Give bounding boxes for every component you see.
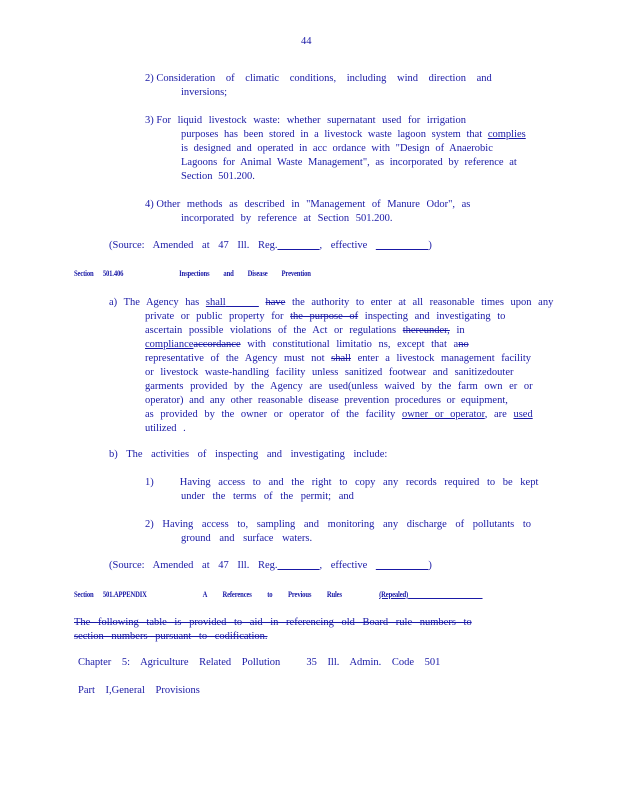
paragraph-b: [109, 448, 387, 462]
item-text: in a livestock waste lagoon system that: [300, 129, 483, 140]
inserted-text: used: [513, 409, 533, 420]
inserted-text: complies: [487, 129, 526, 140]
item-text: inversions;: [181, 87, 228, 98]
deleted-text: section numbers pursuant to codification.: [74, 631, 268, 642]
item-text: purposes has been stored: [181, 129, 295, 140]
item-text: Section 501.200.: [181, 171, 255, 182]
paragraph-text: outer: [491, 367, 514, 378]
item-text: under the terms of the permit; and: [181, 491, 354, 502]
sub-item-2: [145, 518, 531, 546]
item-label: 3): [145, 115, 154, 126]
paragraph-text: The activities of inspecting and investigating include:: [126, 449, 388, 460]
list-item-3: [145, 114, 526, 184]
section-number: Section 501.406: [74, 268, 124, 278]
blank-field: __________: [375, 240, 429, 251]
item-text: For liquid livestock waste: whether supernatant used for irrigation: [156, 115, 466, 126]
part-line: Part I,General Provisions: [78, 685, 200, 696]
paragraph-text: the authority to enter at all reasonable times upon any: [291, 297, 554, 308]
chapter-line: [78, 657, 440, 668]
blank-field: __________: [375, 560, 429, 571]
repealed-tag: (Repealed): [379, 589, 409, 599]
source-note: [109, 560, 432, 571]
inserted-text: compliance: [145, 339, 194, 350]
paragraph-text: , are: [484, 409, 507, 420]
item-label: 4): [145, 199, 154, 210]
paragraph-text: ascertain possible violations of the Act or regulations: [145, 325, 397, 336]
paragraph-text: in: [456, 325, 465, 336]
inserted-text: owner or operator: [401, 409, 485, 420]
deleted-text: accordance: [193, 339, 241, 350]
paragraph-text: inspecting and investigating to: [364, 311, 506, 322]
paragraph-text: or livestock waste-handling facility unless sanitized footwear and sanitized: [145, 367, 492, 378]
item-label: 1): [145, 477, 154, 488]
item-text: Having access to and the right to copy any records required to be kept: [179, 477, 539, 488]
sub-item-1: [145, 476, 538, 504]
page-number: 44: [301, 36, 312, 47]
paragraph-text: with constitutional limitatio ns, except that a: [247, 339, 459, 350]
source-text: ): [428, 240, 432, 251]
deleted-text: The following table is provided to aid in referencing old Board rule numbers to: [74, 617, 472, 628]
item-text: is designed and operated: [181, 143, 294, 154]
item-text: Having access to, sampling and monitoring any discharge of pollutants to: [162, 519, 531, 530]
inserted-text: shall: [205, 297, 226, 308]
paragraph-text: private or public property for: [145, 311, 284, 322]
paragraph-text: enter a livestock management facility: [357, 353, 532, 364]
deleted-text: have: [265, 297, 286, 308]
paragraph-label: a): [109, 297, 118, 308]
list-item-4: [145, 198, 470, 226]
item-text: incorporated by reference at Section 501.200.: [181, 213, 393, 224]
paragraph-text: as provided by the owner or operator of the facility: [145, 409, 396, 420]
source-note: [109, 240, 432, 251]
item-text: Lagoons for Animal Waste Management", as incorporated by reference at: [181, 157, 517, 168]
item-text: ground and surface waters.: [181, 533, 313, 544]
source-text: (Source: Amended at 47 Ill. Reg.: [109, 560, 278, 571]
section-heading: [74, 268, 311, 278]
paragraph-label: b): [109, 449, 118, 460]
deleted-text: shall: [331, 353, 351, 364]
item-label: 2): [145, 73, 154, 84]
admin-code: 35 Ill. Admin. Code 501: [306, 657, 441, 668]
item-label: 2): [145, 519, 154, 530]
paragraph-text: operator) and any other reasonable disease prevention procedures or equipment,: [145, 395, 508, 406]
blank-field: ________: [277, 240, 320, 251]
paragraph-text: garments provided by the Agency are used(unless waived by the farm own er or: [145, 381, 533, 392]
paragraph-a: [109, 296, 553, 436]
item-text: Consideration of climatic conditions, including wind direction and: [156, 73, 492, 84]
paragraph-text: representative of the Agency must not: [145, 353, 325, 364]
deleted-text: the purpose of: [290, 311, 359, 322]
section-title: Inspections and Disease Prevention: [179, 268, 311, 278]
source-text: , effective: [319, 560, 368, 571]
section-title: A References to Previous Rules: [202, 589, 342, 599]
item-text: Other methods as described in "Management of Manure Odor", as: [156, 199, 471, 210]
item-text: in acc ordance with "Design of Anaerobic: [299, 143, 493, 154]
source-text: (Source: Amended at 47 Ill. Reg.: [109, 240, 278, 251]
appendix-struck-text: [74, 616, 472, 644]
paragraph-text: utilized .: [145, 423, 186, 434]
deleted-text: thereunder,: [402, 325, 450, 336]
paragraph-text: The Agency has: [123, 297, 200, 308]
chapter-title: Chapter 5: Agriculture Related Pollution: [78, 657, 281, 668]
list-item-2: [145, 72, 492, 100]
section-number: Section 501.APPENDIX: [74, 589, 147, 599]
source-text: , effective: [319, 240, 368, 251]
appendix-heading: [74, 589, 483, 599]
blank-field: ________: [277, 560, 320, 571]
deleted-text: no: [458, 339, 469, 350]
source-text: ): [428, 560, 432, 571]
